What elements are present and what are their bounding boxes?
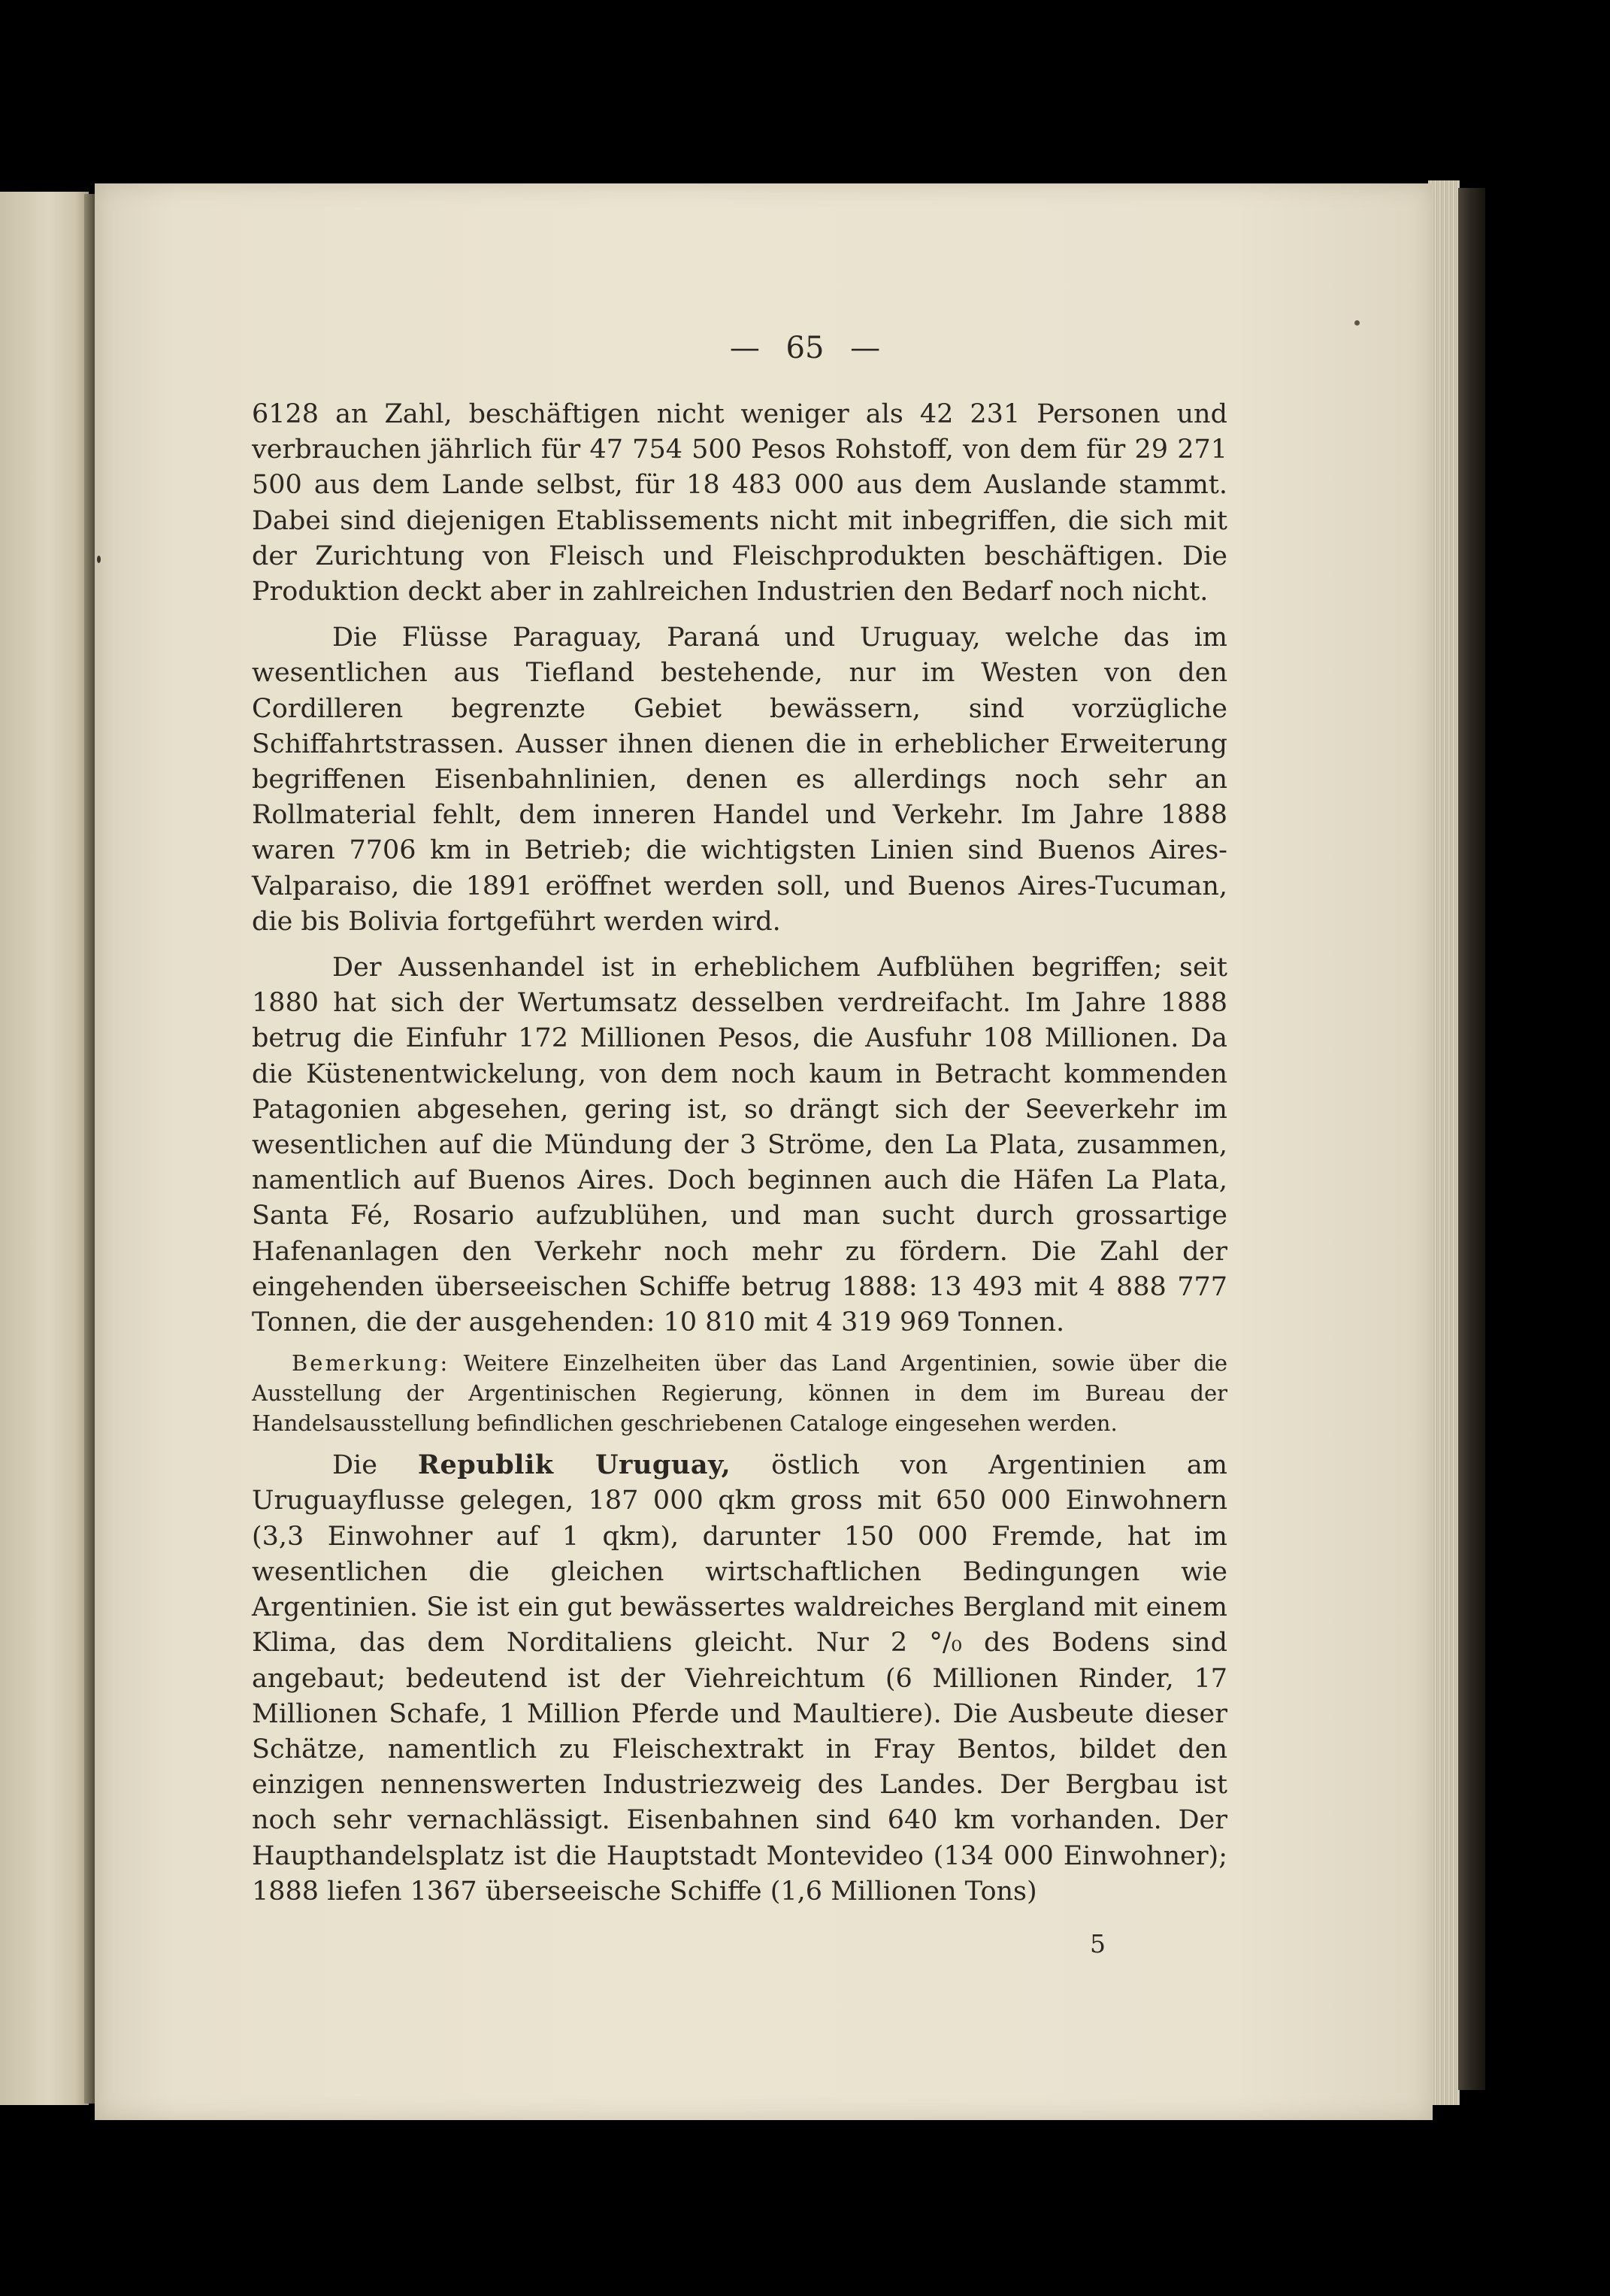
header-dash-right: — bbox=[850, 331, 881, 365]
paper-speck bbox=[1354, 320, 1360, 326]
paragraph-uruguay-start: Die bbox=[332, 1450, 418, 1481]
previous-page-edge bbox=[0, 192, 89, 2105]
uruguay-heading: Republik Uruguay, bbox=[417, 1449, 731, 1481]
book-cover-edge bbox=[1458, 188, 1485, 2090]
remark-text: Weitere Einzelheiten über das Land Argentinien, sowie über die Ausstellung der Argentinischen Regierung, können in dem im Bureau der Handelsausstellung befindlichen geschriebenen Cataloge eingesehen werden. bbox=[252, 1350, 1227, 1437]
page-edges bbox=[1428, 180, 1460, 2105]
remark-note bbox=[252, 1348, 1227, 1438]
page-header bbox=[0, 331, 1610, 365]
paper-speck bbox=[97, 556, 101, 563]
paragraph-uruguay-text: östlich von Argentinien am Uruguayflusse gelegen, 187 000 qkm gross mit 650 000 Einwohnern (3,3 Einwohner auf 1 qkm), darunter 150 000 Fremde, hat im wesentlichen die gleichen wirtschaftlichen Bedingungen wie Argentinien. Sie ist ein gut bewässertes waldreiches Bergland mit einem Klima, das dem Norditaliens gleicht. Nur 2 °/₀ des Bodens sind angebaut; bedeutend ist der Viehreichtum (6 Millionen Rinder, 17 Millionen Schafe, 1 Million Pferde und Maultiere). Die Ausbeute dieser Schätze, namentlich zu Fleischextrakt in Fray Bentos, bildet den einzigen nennenswerten Industriezweig des Landes. Der Bergbau ist noch sehr vernachlässigt. Eisenbahnen sind 640 km vorhanden. Der Haupthandelsplatz ist die Hauptstadt Montevideo (134 000 Einwohner); 1888 liefen 1367 überseeische Schiffe (1,6 Millionen Tons) bbox=[252, 1450, 1227, 1907]
header-dash-left: — bbox=[729, 331, 760, 365]
remark-label: Bemerkung: bbox=[292, 1350, 450, 1377]
paragraph-rivers-railways: Die Flüsse Paraguay, Paraná und Uruguay, welche das im wesentlichen aus Tiefland bestehende, nur im Westen von den Cordilleren begrenzte Gebiet bewässern, sind vorzügliche Schiffahrtstrassen. Ausser ihnen dienen die in erheblicher Erweiterung begriffenen Eisenbahnlinien, denen es allerdings noch sehr an Rollmaterial fehlt, dem inneren Handel und Verkehr. Im Jahre 1888 waren 7706 km in Betrieb; die wichtigsten Linien sind Buenos Aires-Valparaiso, die 1891 eröffnet werden soll, und Buenos Aires-Tucuman, die bis Bolivia fortgeführt werden wird. bbox=[252, 622, 1227, 937]
page-number: 65 bbox=[785, 331, 825, 365]
paragraph-foreign-trade: Der Aussenhandel ist in erheblichem Aufblühen begriffen; seit 1880 hat sich der Wertumsatz desselben verdreifacht. Im Jahre 1888 betrug die Einfuhr 172 Millionen Pesos, die Ausfuhr 108 Millionen. Da die Küstenentwickelung, von dem noch kaum in Betracht kommenden Patagonien abgesehen, gering ist, so drängt sich der Seeverkehr im wesentlichen auf die Mündung der 3 Ströme, den La Plata, zusammen, namentlich auf Buenos Aires. Doch beginnen auch die Häfen La Plata, Santa Fé, Rosario aufzublühen, und man sucht durch grossartige Hafenanlagen den Verkehr noch mehr zu fördern. Die Zahl der eingehenden überseeischen Schiffe betrug 1888: 13 493 mit 4 888 777 Tonnen, die der ausgehenden: 10 810 mit 4 319 969 Tonnen. bbox=[252, 953, 1227, 1338]
paragraph-industry: 6128 an Zahl, beschäftigen nicht weniger als 42 231 Personen und verbrauchen jährlich für 47 754 500 Pesos Rohstoff, von dem für 29 271 500 aus dem Lande selbst, für 18 483 000 aus dem Auslande stammt. Dabei sind diejenigen Etablissements nicht mit inbegriffen, die sich mit der Zurichtung von Fleisch und Fleischprodukten beschäftigen. Die Produktion deckt aber in zahlreichen Industrien den Bedarf noch nicht. bbox=[252, 399, 1227, 607]
paragraph-uruguay bbox=[252, 1447, 1227, 1910]
body-text bbox=[252, 397, 1227, 1910]
signature-mark: 5 bbox=[1090, 1929, 1106, 1958]
